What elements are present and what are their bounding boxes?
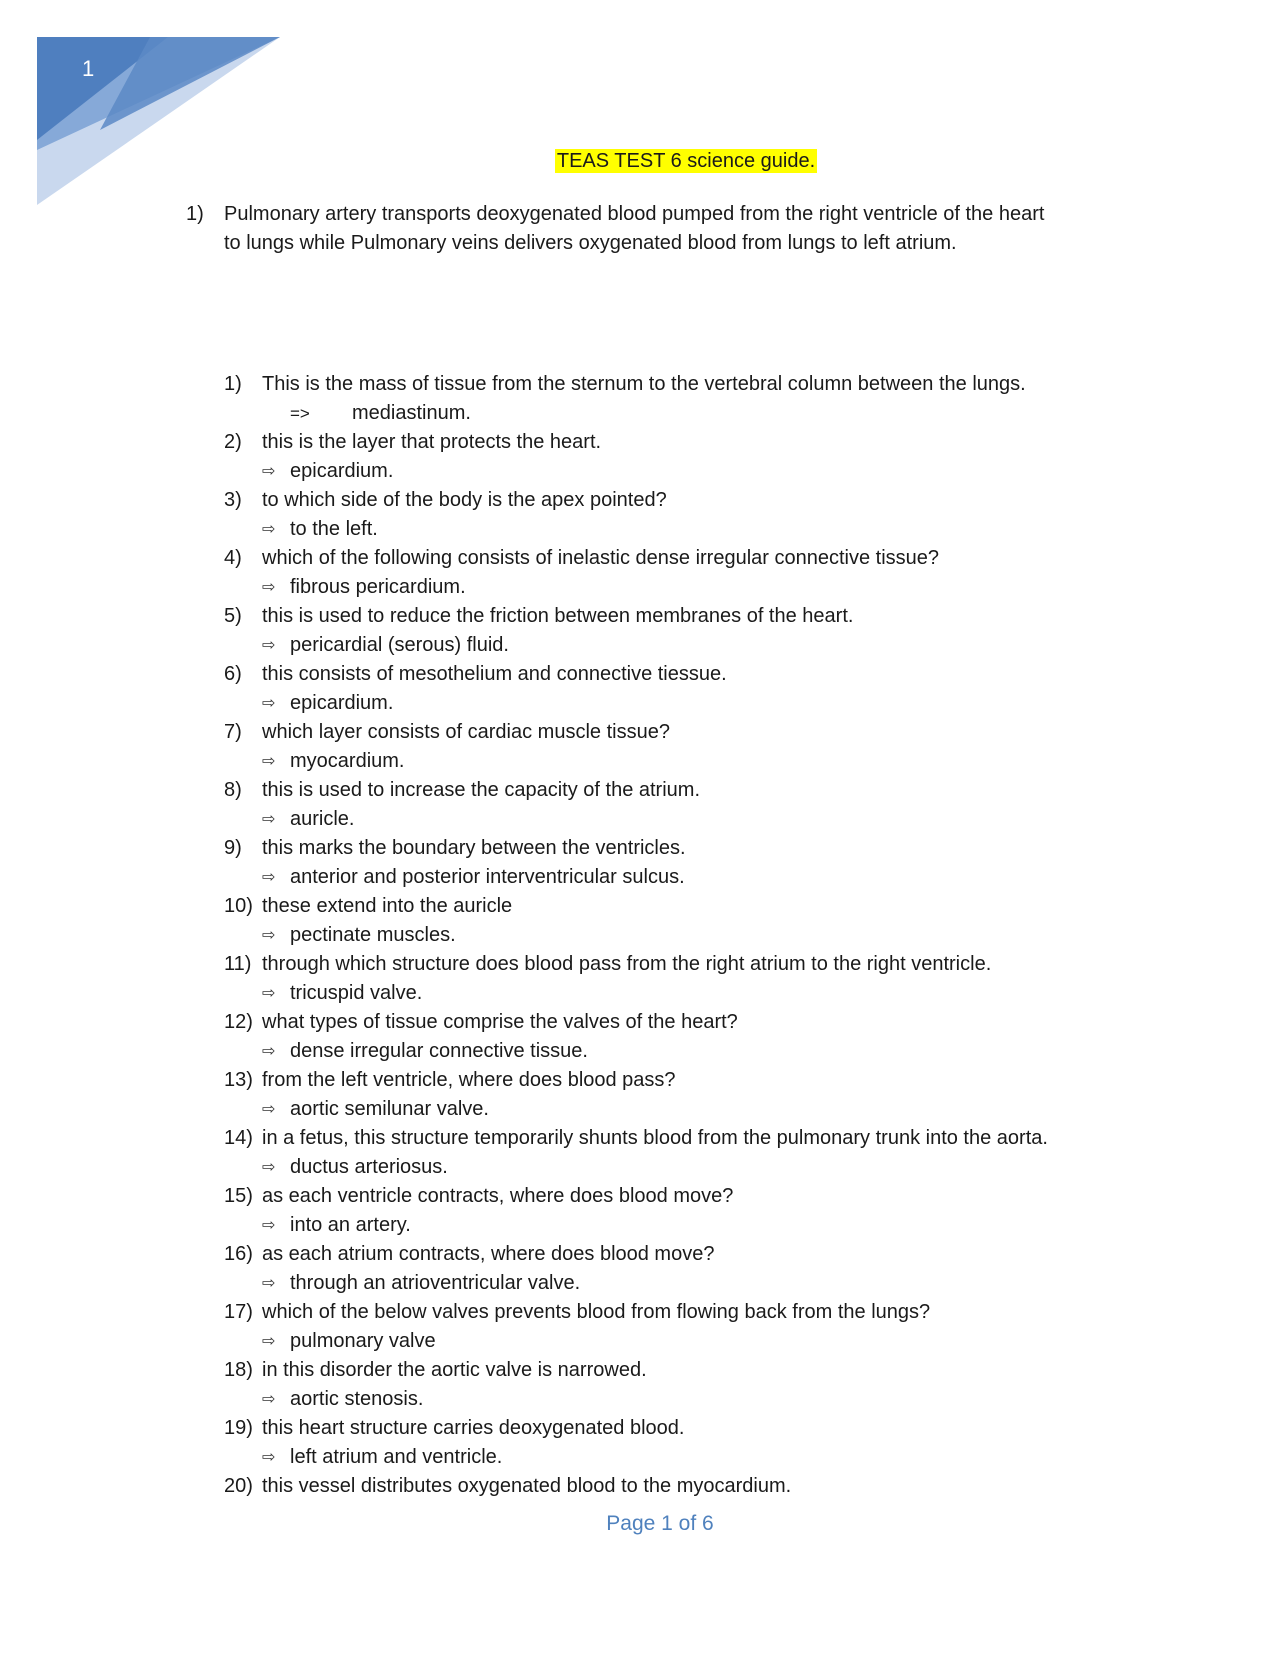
question-row: [224, 1240, 1124, 1269]
answer-row: [224, 399, 1124, 428]
question-text: which of the below valves prevents blood from flowing back from the lungs?: [262, 1301, 931, 1323]
arrow-right-icon: ⇨: [262, 927, 276, 944]
arrow-right-icon: ⇨: [262, 579, 276, 596]
question-row: [224, 1182, 1124, 1211]
question-item: [224, 718, 1124, 776]
answer-text: pulmonary valve: [290, 1330, 436, 1352]
answer-row: [224, 457, 1124, 486]
question-text: as each atrium contracts, where does blood move?: [262, 1243, 715, 1265]
intro-text-line1: Pulmonary artery transports deoxygenated blood pumped from the right ventricle of the heart: [224, 203, 1045, 225]
answer-text: into an artery.: [290, 1214, 411, 1236]
arrow-right-icon: ⇨: [262, 1275, 276, 1292]
arrow-right-icon: ⇨: [262, 1449, 276, 1466]
answer-row: [224, 747, 1124, 776]
intro-item: [186, 200, 1106, 258]
question-number: 3): [224, 489, 242, 511]
question-number: 17): [224, 1301, 253, 1323]
answer-row: [224, 921, 1124, 950]
question-item: [224, 1008, 1124, 1066]
question-number: 19): [224, 1417, 253, 1439]
answer-row: [224, 805, 1124, 834]
question-item: [224, 834, 1124, 892]
corner-page-number: 1: [82, 56, 95, 81]
question-item: [224, 1124, 1124, 1182]
arrow-right-icon: ⇨: [262, 811, 276, 828]
question-number: 11): [224, 953, 252, 975]
question-text: this marks the boundary between the ventricles.: [262, 837, 686, 859]
arrow-right-icon: ⇨: [262, 637, 276, 654]
answer-row: [224, 573, 1124, 602]
question-text: what types of tissue comprise the valves of the heart?: [262, 1011, 738, 1033]
question-text: which of the following consists of inelastic dense irregular connective tissue?: [262, 547, 940, 569]
document-title: [0, 150, 1280, 173]
question-row: [224, 1008, 1124, 1037]
question-text: through which structure does blood pass from the right atrium to the right ventricle.: [262, 953, 992, 975]
question-number: 4): [224, 547, 242, 569]
question-item: [224, 486, 1124, 544]
question-number: 13): [224, 1069, 253, 1091]
question-row: [224, 1472, 1124, 1501]
answer-row: [224, 1385, 1124, 1414]
answer-text: pectinate muscles.: [290, 924, 456, 946]
question-row: [224, 660, 1124, 689]
question-text: this heart structure carries deoxygenated blood.: [262, 1417, 685, 1439]
question-row: [224, 428, 1124, 457]
answer-row: [224, 515, 1124, 544]
question-text: which layer consists of cardiac muscle tissue?: [262, 721, 670, 743]
answer-text: dense irregular connective tissue.: [290, 1040, 588, 1062]
answer-row: [224, 1095, 1124, 1124]
intro-text: [224, 200, 1106, 258]
answer-text: left atrium and ventricle.: [290, 1446, 503, 1468]
arrow-right-icon: ⇨: [262, 1043, 276, 1060]
question-item: [224, 892, 1124, 950]
question-number: 6): [224, 663, 242, 685]
question-row: [224, 1066, 1124, 1095]
question-row: [224, 776, 1124, 805]
question-item: [224, 1356, 1124, 1414]
intro-number: 1): [186, 203, 204, 225]
answer-row: [224, 863, 1124, 892]
question-item: [224, 1472, 1124, 1501]
question-item: [224, 428, 1124, 486]
page-indicator: Page 1 of 6: [606, 1512, 714, 1535]
question-number: 7): [224, 721, 242, 743]
question-row: [224, 1356, 1124, 1385]
question-row: [224, 370, 1124, 399]
answer-text: epicardium.: [290, 460, 394, 482]
question-text: to which side of the body is the apex pointed?: [262, 489, 667, 511]
title-highlight: TEAS TEST 6 science guide.: [556, 150, 816, 172]
corner-decoration: [0, 0, 290, 210]
question-text: this consists of mesothelium and connective tiessue.: [262, 663, 727, 685]
arrow-right-icon: ⇨: [262, 1159, 276, 1176]
question-item: [224, 370, 1124, 428]
question-text: this is the layer that protects the heart.: [262, 431, 602, 453]
question-number: 18): [224, 1359, 253, 1381]
arrow-right-icon: ⇨: [262, 1391, 276, 1408]
answer-row: [224, 979, 1124, 1008]
answer-text: anterior and posterior interventricular sulcus.: [290, 866, 685, 888]
question-text: This is the mass of tissue from the sternum to the vertebral column between the lungs.: [262, 373, 1026, 395]
arrow-right-icon: =>: [290, 404, 310, 423]
question-text: as each ventricle contracts, where does blood move?: [262, 1185, 734, 1207]
answer-text: tricuspid valve.: [290, 982, 423, 1004]
arrow-right-icon: ⇨: [262, 869, 276, 886]
question-number: 8): [224, 779, 242, 801]
answer-text: fibrous pericardium.: [290, 576, 466, 598]
question-text: these extend into the auricle: [262, 895, 513, 917]
question-row: [224, 544, 1124, 573]
answer-text: aortic stenosis.: [290, 1388, 424, 1410]
question-item: [224, 602, 1124, 660]
question-text: this vessel distributes oxygenated blood to the myocardium.: [262, 1475, 792, 1497]
answer-text: myocardium.: [290, 750, 405, 772]
page-footer: [0, 1512, 1280, 1536]
arrow-right-icon: ⇨: [262, 463, 276, 480]
question-row: [224, 1298, 1124, 1327]
question-item: [224, 544, 1124, 602]
question-number: 15): [224, 1185, 253, 1207]
question-number: 9): [224, 837, 242, 859]
question-number: 20): [224, 1475, 253, 1497]
answer-row: [224, 631, 1124, 660]
question-item: [224, 1066, 1124, 1124]
intro-text-line2: to lungs while Pulmonary veins delivers oxygenated blood from lungs to left atrium.: [224, 232, 957, 254]
question-row: [224, 892, 1124, 921]
arrow-right-icon: ⇨: [262, 521, 276, 538]
question-item: [224, 950, 1124, 1008]
answer-row: [224, 1269, 1124, 1298]
question-number: 12): [224, 1011, 253, 1033]
answer-row: [224, 1211, 1124, 1240]
question-number: 10): [224, 895, 253, 917]
question-number: 16): [224, 1243, 253, 1265]
arrow-right-icon: ⇨: [262, 753, 276, 770]
question-row: [224, 718, 1124, 747]
answer-row: [224, 1443, 1124, 1472]
arrow-right-icon: ⇨: [262, 1333, 276, 1350]
answer-text: ductus arteriosus.: [290, 1156, 448, 1178]
answer-text: through an atrioventricular valve.: [290, 1272, 581, 1294]
question-number: 2): [224, 431, 242, 453]
question-item: [224, 660, 1124, 718]
answer-text: auricle.: [290, 808, 355, 830]
answer-text: to the left.: [290, 518, 378, 540]
answer-text: epicardium.: [290, 692, 394, 714]
question-item: [224, 1298, 1124, 1356]
answer-row: [224, 1327, 1124, 1356]
question-number: 14): [224, 1127, 253, 1149]
question-item: [224, 776, 1124, 834]
answer-row: [224, 1153, 1124, 1182]
question-text: in this disorder the aortic valve is narrowed.: [262, 1359, 647, 1381]
question-row: [224, 1414, 1124, 1443]
answer-text: pericardial (serous) fluid.: [290, 634, 509, 656]
question-item: [224, 1414, 1124, 1472]
question-row: [224, 486, 1124, 515]
question-text: this is used to increase the capacity of the atrium.: [262, 779, 700, 801]
question-row: [224, 834, 1124, 863]
answer-row: [224, 1037, 1124, 1066]
answer-text: aortic semilunar valve.: [290, 1098, 489, 1120]
arrow-right-icon: ⇨: [262, 695, 276, 712]
question-list: [224, 370, 1124, 1501]
question-number: 5): [224, 605, 242, 627]
question-number: 1): [224, 373, 242, 395]
question-row: [224, 602, 1124, 631]
question-text: in a fetus, this structure temporarily shunts blood from the pulmonary trunk into the aorta.: [262, 1127, 1048, 1149]
question-text: from the left ventricle, where does blood pass?: [262, 1069, 676, 1091]
question-text: this is used to reduce the friction between membranes of the heart.: [262, 605, 854, 627]
arrow-right-icon: ⇨: [262, 985, 276, 1002]
question-item: [224, 1182, 1124, 1240]
question-item: [224, 1240, 1124, 1298]
answer-row: [224, 689, 1124, 718]
arrow-right-icon: ⇨: [262, 1217, 276, 1234]
question-row: [224, 1124, 1124, 1153]
arrow-right-icon: ⇨: [262, 1101, 276, 1118]
answer-text: mediastinum.: [352, 402, 471, 424]
question-row: [224, 950, 1124, 979]
